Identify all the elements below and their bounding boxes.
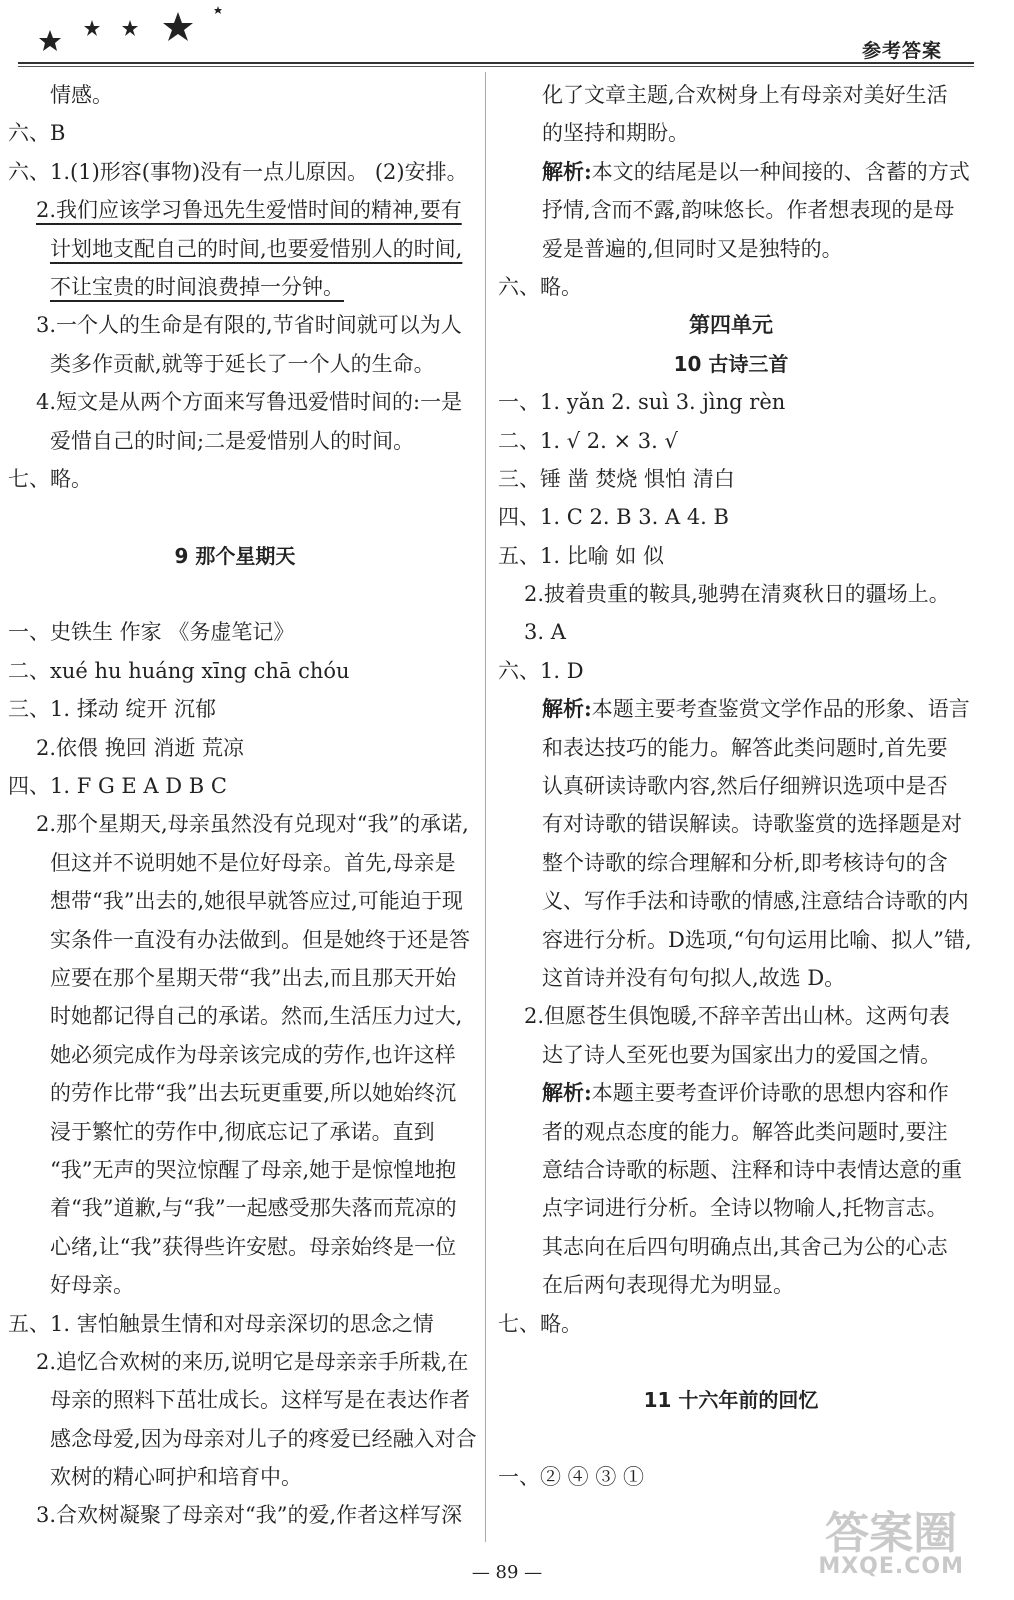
line-text: 感念母爱,因为母亲对儿子的疼爱已经融入对合 xyxy=(50,1426,477,1451)
lesson-title xyxy=(496,345,966,383)
line-text: 二、1. √ 2. × 3. √ xyxy=(498,428,678,453)
left-text-line xyxy=(0,767,470,805)
line-text: 七、略。 xyxy=(498,1311,582,1336)
line-text: 11 十六年前的回忆 xyxy=(643,1388,819,1413)
left-text-line xyxy=(0,1151,470,1189)
line-text: 9 那个星期天 xyxy=(174,543,296,568)
line-text: 想带“我”出去的,她很早就答应过,可能迫于现 xyxy=(50,889,463,914)
left-text-line xyxy=(0,729,470,767)
line-text: 情感。 xyxy=(50,83,113,107)
left-text-line xyxy=(0,383,470,421)
left-text-line xyxy=(0,1036,470,1074)
left-text-line xyxy=(0,230,470,268)
line-text: 的劳作比带“我”出去玩更重要,所以她始终沉 xyxy=(50,1081,457,1106)
line-text: 六、1.(1)形容(事物)没有一点儿原因。 (2)安排。 xyxy=(8,159,468,184)
right-text-line xyxy=(496,997,966,1035)
left-text-line xyxy=(0,921,470,959)
line-text: 好母亲。 xyxy=(50,1273,134,1298)
line-text: 实条件一直没有办法做到。但是她终于还是答 xyxy=(50,927,470,952)
line-text: 一、② ④ ③ ① xyxy=(498,1465,645,1490)
watermark-logo: 答案圈 xyxy=(825,1508,958,1559)
line-text: 3. A xyxy=(524,620,566,645)
right-text-line xyxy=(496,690,970,728)
line-text: 三、1. 揉动 绽开 沉郁 xyxy=(8,697,217,722)
left-text-line xyxy=(0,1228,470,1266)
right-text-line xyxy=(496,1343,966,1381)
right-text-line xyxy=(496,613,966,651)
watermark xyxy=(818,1508,964,1580)
line-text: 认真研读诗歌内容,然后仔细辨识选项中是否 xyxy=(542,774,948,799)
line-text: 整个诗歌的综合理解和分析,即考核诗句的含 xyxy=(542,850,948,875)
analysis-label: 解析: xyxy=(542,158,592,184)
right-text-line xyxy=(496,1036,966,1074)
right-text-line xyxy=(496,882,969,920)
left-text-line xyxy=(0,1074,470,1112)
line-text: 计划地支配自己的时间,也要爱惜别人的时间, xyxy=(50,236,463,261)
left-text-line xyxy=(0,1266,470,1304)
left-text-line xyxy=(0,959,470,997)
line-text: 者的观点态度的能力。解答此类问题时,要注 xyxy=(542,1119,948,1144)
right-text-line xyxy=(496,1228,966,1266)
right-text-line xyxy=(496,230,966,268)
line-text: 爱惜自己的时间;二是爱惜别人的时间。 xyxy=(50,428,415,453)
line-text: 着“我”道歉,与“我”一起感受那失落而荒凉的 xyxy=(50,1196,457,1221)
right-text-line xyxy=(496,1305,966,1343)
line-text: 七、略。 xyxy=(8,466,92,491)
left-text-line xyxy=(0,1496,470,1534)
line-text: 浸于繁忙的劳作中,彻底忘记了承诺。直到 xyxy=(50,1119,435,1144)
line-text: 不让宝贵的时间浪费掉一分钟。 xyxy=(50,274,344,299)
line-text: 但这并不说明她不是位好母亲。首先,母亲是 xyxy=(50,850,456,875)
line-text: 四、1. F G E A D B C xyxy=(8,774,227,799)
header-rule xyxy=(18,62,974,64)
left-text-line xyxy=(0,997,470,1035)
line-text: 母亲的照料下茁壮成长。这样写是在表达作者 xyxy=(50,1388,470,1413)
right-text-line xyxy=(496,921,972,959)
page-header xyxy=(0,0,1014,70)
line-text: 六、1. D xyxy=(498,658,584,683)
left-text-line xyxy=(0,1420,477,1458)
line-text: 达了诗人至死也要为国家出力的爱国之情。 xyxy=(542,1042,941,1067)
right-text-line xyxy=(496,767,966,805)
line-text: 4.短文是从两个方面来写鲁迅爱惜时间的:一是 xyxy=(36,390,463,415)
line-text: 10 古诗三首 xyxy=(673,351,789,376)
star-decoration-icon xyxy=(30,6,250,56)
left-text-line xyxy=(0,76,470,114)
right-text-line xyxy=(496,1266,966,1304)
line-text: 一、史铁生 作家 《务虚笔记》 xyxy=(8,620,295,645)
right-text-line xyxy=(496,1420,966,1458)
line-text: 应要在那个星期天带“我”出去,而且那天开始 xyxy=(50,965,457,990)
left-text-line xyxy=(0,268,470,306)
left-text-line xyxy=(0,805,470,843)
right-text-line xyxy=(496,191,966,229)
left-text-line xyxy=(0,191,470,229)
left-text-line xyxy=(0,422,470,460)
left-text-line xyxy=(0,882,470,920)
line-text: 容进行分析。D选项,“句句运用比喻、拟人”错, xyxy=(542,927,972,952)
line-text: 三、锤 凿 焚烧 惧怕 清白 xyxy=(498,466,735,491)
right-text-line xyxy=(496,1151,966,1189)
line-text: 时她都记得自己的承诺。然而,生活压力过大, xyxy=(50,1004,463,1029)
column-divider xyxy=(485,72,486,1542)
line-text: “我”无声的哭泣惊醒了母亲,她于是惊惶地抱 xyxy=(50,1157,457,1182)
right-text-line xyxy=(496,153,970,191)
right-text-line xyxy=(496,1113,966,1151)
line-text: 在后两句表现得尤为明显。 xyxy=(542,1273,794,1298)
line-text: 二、xué hu huáng xīng chā chóu xyxy=(8,658,350,683)
left-text-line xyxy=(0,114,470,152)
line-text: 五、1. 害怕触景生情和对母亲深切的思念之情 xyxy=(8,1311,434,1336)
left-text-line xyxy=(0,1305,470,1343)
right-text-line xyxy=(496,1189,966,1227)
right-text-line xyxy=(496,805,966,843)
left-text-line xyxy=(0,1189,470,1227)
line-text: 类多作贡献,就等于延长了一个人的生命。 xyxy=(50,351,435,376)
left-text-line xyxy=(0,306,470,344)
line-text: 第四单元 xyxy=(689,313,773,338)
lesson-title xyxy=(0,537,470,575)
line-text: 其志向在后四句明确点出,其舍己为公的心志 xyxy=(542,1234,948,1259)
line-text: 化了文章主题,合欢树身上有母亲对美好生活 xyxy=(542,83,948,107)
analysis-label: 解析: xyxy=(542,1080,592,1106)
right-text-line xyxy=(496,959,966,997)
header-title: 参考答案 xyxy=(861,40,942,62)
right-text-line xyxy=(496,844,966,882)
line-text: 抒情,含而不露,韵味悠长。作者想表现的是母 xyxy=(542,198,955,223)
left-text-line xyxy=(0,1458,470,1496)
watermark-domain: MXQE.COM xyxy=(818,1554,964,1579)
line-text: 有对诗歌的错误解读。诗歌鉴赏的选择题是对 xyxy=(542,812,962,837)
line-text: 3.一个人的生命是有限的,节省时间就可以为人 xyxy=(36,313,462,338)
left-text-line xyxy=(0,1113,470,1151)
line-text: 一、1. yǎn 2. suì 3. jìng rèn xyxy=(498,390,786,415)
left-text-line xyxy=(0,153,470,191)
right-text-line xyxy=(496,729,966,767)
right-text-line xyxy=(496,268,966,306)
left-text-line xyxy=(0,345,470,383)
right-text-line xyxy=(496,498,966,536)
unit-title xyxy=(496,306,966,344)
left-column xyxy=(0,76,477,1535)
line-text: 四、1. C 2. B 3. A 4. B xyxy=(498,505,729,530)
line-text: 2.披着贵重的鞍具,驰骋在清爽秋日的疆场上。 xyxy=(524,582,950,607)
left-text-line xyxy=(0,844,470,882)
line-text: 意结合诗歌的标题、注释和诗中表情达意的重 xyxy=(542,1157,962,1182)
line-text: 2.追忆合欢树的来历,说明它是母亲亲手所栽,在 xyxy=(36,1349,469,1374)
line-text: 五、1. 比喻 如 似 xyxy=(498,543,665,568)
line-text: 本文的结尾是以一种间接的、含蓄的方式 xyxy=(591,159,970,184)
line-text: 本题主要考查评价诗歌的思想内容和作 xyxy=(591,1081,949,1106)
right-column xyxy=(496,76,972,1496)
line-text: 爱是普遍的,但同时又是独特的。 xyxy=(542,236,843,261)
page-number: — 89 — xyxy=(471,1562,543,1583)
line-text: 的坚持和期盼。 xyxy=(542,121,689,146)
line-text: 心绪,让“我”获得些许安慰。母亲始终是一位 xyxy=(50,1234,457,1259)
line-text: 义、写作手法和诗歌的情感,注意结合诗歌的内 xyxy=(542,889,969,914)
line-text: 六、B xyxy=(8,121,66,146)
left-text-line xyxy=(0,613,470,651)
line-text: 点字词进行分析。全诗以物喻人,托物言志。 xyxy=(542,1196,948,1221)
left-text-line xyxy=(0,460,470,498)
left-text-line xyxy=(0,575,470,613)
left-text-line xyxy=(0,1381,470,1419)
right-text-line xyxy=(496,460,966,498)
line-text: 六、略。 xyxy=(498,274,582,299)
right-text-line xyxy=(496,422,966,460)
lesson-title xyxy=(496,1381,966,1419)
line-text: 和表达技巧的能力。解答此类问题时,首先要 xyxy=(542,735,948,760)
right-text-line xyxy=(496,652,966,690)
right-text-line xyxy=(496,1458,966,1496)
line-text: 2.依偎 挽回 消逝 荒凉 xyxy=(36,735,245,760)
right-text-line xyxy=(496,383,966,421)
line-text: 欢树的精心呵护和培育中。 xyxy=(50,1465,302,1490)
line-text: 她必须完成作为母亲该完成的劳作,也许这样 xyxy=(50,1042,456,1067)
line-text: 2.那个星期天,母亲虽然没有兑现对“我”的承诺, xyxy=(36,812,469,837)
analysis-label: 解析: xyxy=(542,696,592,722)
header-rule-thin xyxy=(18,66,974,67)
line-text: 2.但愿苍生俱饱暖,不辞辛苦出山林。这两句表 xyxy=(524,1004,950,1029)
right-text-line xyxy=(496,76,966,114)
left-text-line xyxy=(0,652,470,690)
right-text-line xyxy=(496,1074,966,1112)
right-text-line xyxy=(496,114,966,152)
left-text-line xyxy=(0,690,470,728)
line-text: 这首诗并没有句句拟人,故选 D。 xyxy=(542,965,846,990)
line-text: 本题主要考查鉴赏文学作品的形象、语言 xyxy=(591,697,970,722)
left-text-line xyxy=(0,1343,470,1381)
line-text: 2.我们应该学习鲁迅先生爱惜时间的精神,要有 xyxy=(36,198,462,223)
left-text-line xyxy=(0,498,470,536)
line-text: 3.合欢树凝聚了母亲对“我”的爱,作者这样写深 xyxy=(36,1503,463,1528)
right-text-line xyxy=(496,537,966,575)
right-text-line xyxy=(496,575,966,613)
